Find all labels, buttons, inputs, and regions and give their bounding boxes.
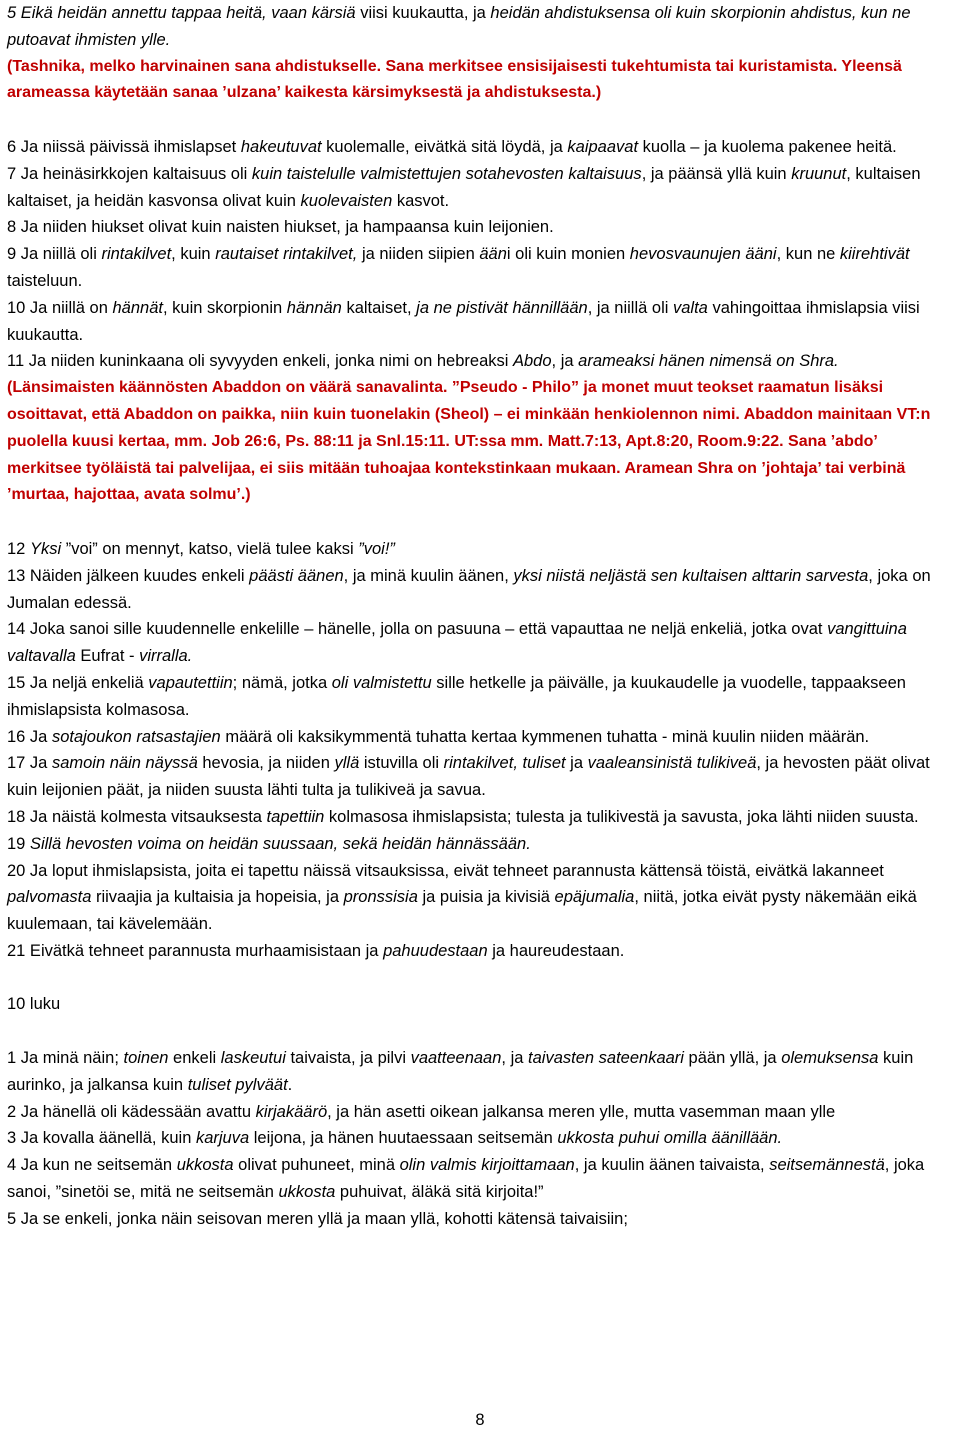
text-segment: 14 Joka sanoi sille kuudennelle enkelille – hänelle, jolla on pasuuna – että vapauttaa ne neljä enkeliä, jotka ovat bbox=[7, 620, 828, 639]
text-segment: 5 Ja se enkeli, jonka näin seisovan meren yllä ja maan yllä, kohotti kätensä taivaisiin; bbox=[7, 1209, 628, 1228]
text-segment: puhuivat, äläkä sitä kirjoita!” bbox=[335, 1183, 544, 1202]
italic-text: Abdo bbox=[513, 352, 552, 371]
text-segment: pään yllä, ja bbox=[683, 1049, 782, 1068]
text-segment: 2 Ja hänellä oli kädessään avattu bbox=[7, 1102, 256, 1121]
italic-text: ukkosta puhui omilla äänillään. bbox=[557, 1129, 783, 1148]
italic-text: vaatteenaan bbox=[410, 1049, 502, 1068]
text-segment: kuin aurinko, ja jalkansa kuin bbox=[7, 1049, 914, 1094]
italic-text: yksi niistä neljästä sen kultaisen alttarin sarvesta bbox=[513, 566, 869, 585]
italic-text: vangittuina valtavalla bbox=[7, 620, 907, 666]
verse-paragraph bbox=[7, 991, 953, 1018]
italic-text: ja ne pistivät hännillään bbox=[416, 298, 588, 317]
verse-paragraph bbox=[7, 134, 953, 161]
italic-text: oli valmistettu bbox=[331, 673, 432, 692]
text-segment: vahingoittaa ihmislapsia viisi kuukautta. bbox=[7, 298, 920, 344]
verse-paragraph bbox=[7, 831, 953, 858]
text-segment: 13 Näiden jälkeen kuudes enkeli bbox=[7, 566, 250, 585]
italic-text: olin valmis kirjoittamaan bbox=[399, 1156, 575, 1175]
italic-text: seitsemännestä bbox=[769, 1156, 885, 1175]
commentary-paragraph bbox=[7, 375, 953, 509]
text-segment: 10 luku bbox=[7, 995, 61, 1014]
text-segment: ; nämä, jotka bbox=[232, 673, 332, 692]
text-segment: 11 Ja niiden kuninkaana oli syvyyden enkeli, jonka nimi on hebreaksi bbox=[7, 352, 513, 371]
italic-text: hännän bbox=[286, 298, 342, 317]
italic-text: kuin taistelulle valmistettujen sotahevosten kaltaisuus bbox=[251, 164, 642, 183]
italic-text: virralla. bbox=[139, 647, 193, 666]
verse-paragraph bbox=[7, 616, 953, 670]
text-segment: leijona, ja hänen huutaessaan seitsemän bbox=[249, 1129, 558, 1148]
italic-text: yllä bbox=[334, 754, 360, 773]
italic-text: tuliset pylväät bbox=[187, 1075, 288, 1094]
text-segment: , kuin bbox=[171, 245, 216, 264]
italic-text: ukkosta bbox=[278, 1183, 336, 1202]
text-segment: , kuin skorpionin bbox=[162, 298, 287, 317]
verse-paragraph bbox=[7, 724, 953, 751]
text-segment: kaltaiset, bbox=[341, 298, 417, 317]
text-segment: 10 Ja niillä on bbox=[7, 298, 113, 317]
italic-text: valta bbox=[673, 298, 708, 317]
text-segment: 3 Ja kovalla äänellä, kuin bbox=[7, 1129, 196, 1148]
italic-text: laskeutui bbox=[220, 1049, 286, 1068]
italic-text: kruunut bbox=[791, 164, 847, 183]
italic-text: hevosvaunujen ääni bbox=[629, 245, 777, 264]
italic-text: Yksi bbox=[29, 539, 62, 558]
paragraph-gap bbox=[7, 1018, 953, 1045]
verse-paragraph bbox=[7, 750, 953, 804]
verse-paragraph bbox=[7, 938, 953, 965]
italic-text: ”voi!” bbox=[358, 539, 395, 558]
paragraph-gap bbox=[7, 965, 953, 992]
text-segment: , joka on Jumalan edessä. bbox=[7, 566, 931, 612]
text-segment: kolmasosa ihmislapsista; tulesta ja tulikivestä ja savusta, joka lähti niiden suusta. bbox=[324, 807, 919, 826]
text-segment: , kultaisen kaltaiset, ja heidän kasvonsa olivat kuin bbox=[7, 164, 921, 210]
text-segment: sille hetkelle ja päivälle, ja kuukaudelle ja vuodelle, tappaakseen ihmislapsista kolmasosa. bbox=[7, 673, 906, 719]
italic-text: olemuksensa bbox=[781, 1049, 879, 1068]
text-segment: taisteluun. bbox=[7, 271, 83, 290]
italic-text: taivasten sateenkaari bbox=[528, 1049, 684, 1068]
text-segment: 18 Ja näistä kolmesta vitsauksesta bbox=[7, 807, 267, 826]
verse-paragraph bbox=[7, 536, 953, 563]
italic-text: tapettiin bbox=[266, 807, 325, 826]
verse-paragraph bbox=[7, 1045, 953, 1099]
verse-paragraph bbox=[7, 858, 953, 938]
text-segment: viisi kuukautta, ja bbox=[355, 4, 491, 22]
italic-text: ään bbox=[479, 245, 507, 264]
text-segment: 21 Eivätkä tehneet parannusta murhaamisistaan ja bbox=[7, 941, 384, 960]
text-segment: , ja kuulin äänen taivaista, bbox=[574, 1156, 770, 1175]
italic-text: kirjakäärö bbox=[255, 1102, 328, 1121]
italic-text: epäjumalia bbox=[554, 888, 635, 907]
italic-text: kiirehtivät bbox=[839, 245, 910, 264]
italic-text: heidän ahdistuksensa oli kuin skorpionin ahdistus, kun ne putoavat ihmisten ylle. bbox=[7, 4, 911, 49]
paragraph-gap bbox=[7, 509, 953, 536]
verse-paragraph bbox=[7, 214, 953, 241]
text-segment: taivaista, ja pilvi bbox=[285, 1049, 411, 1068]
italic-text: sotajoukon ratsastajien bbox=[51, 727, 221, 746]
text-segment: . bbox=[287, 1075, 293, 1094]
verse-paragraph bbox=[7, 1206, 953, 1233]
text-segment: määrä oli kaksikymmentä tuhatta kertaa kymmenen tuhatta - minä kuulin niiden määrän. bbox=[220, 727, 870, 746]
text-segment: ”voi” on mennyt, katso, vielä tulee kaksi bbox=[61, 539, 359, 558]
italic-text: kaipaavat bbox=[567, 137, 639, 156]
italic-text: vaaleansinistä tulikiveä bbox=[587, 754, 757, 773]
verse-paragraph bbox=[7, 563, 953, 617]
italic-text: karjuva bbox=[195, 1129, 250, 1148]
text-segment: Eufrat - bbox=[75, 647, 140, 666]
text-segment: riivaajia ja kultaisia ja hopeisia, ja bbox=[91, 888, 344, 907]
text-segment: , ja niillä oli bbox=[587, 298, 673, 317]
italic-text: samoin näin näyssä bbox=[51, 754, 198, 773]
commentary-paragraph bbox=[7, 54, 953, 108]
text-segment: kuolemalle, eivätkä sitä löydä, ja bbox=[321, 137, 568, 156]
verse-paragraph bbox=[7, 804, 953, 831]
verse-paragraph bbox=[7, 348, 953, 375]
verse-paragraph bbox=[7, 161, 953, 215]
italic-text: hakeutuvat bbox=[240, 137, 322, 156]
text-segment: 12 bbox=[7, 539, 30, 558]
text-segment: 17 Ja bbox=[7, 754, 52, 773]
text-segment: 20 Ja loput ihmislapsista, joita ei tapettu näissä vitsauksissa, eivät tehneet parannusta kättensä töistä, eivätkä lakanneet bbox=[7, 861, 884, 880]
text-segment: kuolla – ja kuolema pakenee heitä. bbox=[638, 137, 897, 156]
text-segment: , niitä, jotka eivät pysty näkemään eikä kuulemaan, tai kävelemään. bbox=[7, 888, 917, 934]
text-segment: (Tashnika, melko harvinainen sana ahdistukselle. Sana merkitsee ensisijaisesti tukehtumista tai kuristamista. Yleensä arameassa käytetään sanaa ’ulzana’ kaikesta kärsimyksestä ja ahdistuksesta.) bbox=[7, 57, 902, 102]
text-segment: , ja hevosten päät olivat kuin leijonien päät, ja niiden suusta lähti tulta ja tulikiveä ja savua. bbox=[7, 754, 930, 800]
page-number: 8 bbox=[475, 1411, 485, 1429]
verse-paragraph bbox=[7, 1099, 953, 1126]
text-segment: kasvot. bbox=[392, 191, 450, 210]
text-segment: (Länsimaisten käännösten Abaddon on väärä sanavalinta. ”Pseudo - Philo” ja monet muut teokset raamatun lisäksi osoittavat, että Abaddon on paikka, niin kuin tuonelakin (Sheol) – ei minkään henkiolennon nimi. Abaddon mainitaan VT:n puolella kuusi kertaa, mm. Job 26:6, Ps. 88:11 ja Snl.15:11. UT:ssa mm. Matt.7:13, Apt.8:20, Room.9:22. Sana ’abdo’ merkitsee työläistä tai palvelijaa, ei siis mitään tuhoajaa kontekstinkaan mukaan. Aramean Shra on ’johtaja’ tai verbinä ’murtaa, hajottaa, avata solmu’.) bbox=[7, 379, 931, 504]
text-segment: 7 Ja heinäsirkkojen kaltaisuus oli bbox=[7, 164, 252, 183]
text-segment: 8 Ja niiden hiukset olivat kuin naisten hiukset, ja hampaansa kuin leijonien. bbox=[7, 218, 554, 237]
verse-paragraph bbox=[7, 1152, 953, 1206]
text-segment: enkeli bbox=[168, 1049, 221, 1068]
italic-text: vapautettiin bbox=[148, 673, 233, 692]
text-segment: 16 Ja bbox=[7, 727, 52, 746]
text-segment: 6 Ja niissä päivissä ihmislapset bbox=[7, 137, 241, 156]
italic-text: Sillä hevosten voima on heidän suussaan, sekä heidän hännässään. bbox=[29, 834, 531, 853]
italic-text: arameaksi hänen nimensä on Shra. bbox=[578, 352, 839, 371]
text-segment: , ja bbox=[551, 352, 579, 371]
text-segment: hevosia, ja niiden bbox=[197, 754, 335, 773]
text-segment: , joka sanoi, ”sinetöi se, mitä ne seitsemän bbox=[7, 1156, 925, 1202]
italic-text: pahuudestaan bbox=[383, 941, 488, 960]
italic-text: 5 Eikä heidän annettu tappaa heitä, bbox=[7, 4, 272, 22]
italic-text: rintakilvet, tuliset bbox=[443, 754, 566, 773]
italic-text: rintakilvet bbox=[101, 245, 172, 264]
italic-text: rautaiset rintakilvet, bbox=[215, 245, 358, 264]
text-segment: , ja päänsä yllä kuin bbox=[641, 164, 792, 183]
text-segment: 9 Ja niillä oli bbox=[7, 245, 102, 264]
italic-text: toinen bbox=[123, 1049, 169, 1068]
text-segment: 15 Ja neljä enkeliä bbox=[7, 673, 149, 692]
text-segment: olivat puhuneet, minä bbox=[233, 1156, 400, 1175]
text-segment: ja haureudestaan. bbox=[487, 941, 625, 960]
verse-paragraph bbox=[7, 670, 953, 724]
text-segment: ja niiden siipien bbox=[357, 245, 480, 264]
italic-text: palvomasta bbox=[7, 888, 92, 907]
text-segment: , kun ne bbox=[776, 245, 840, 264]
text-segment: ja puisia ja kivisiä bbox=[417, 888, 555, 907]
text-segment: , ja hän asetti oikean jalkansa meren ylle, mutta vasemman maan ylle bbox=[327, 1102, 836, 1121]
text-segment: , ja bbox=[501, 1049, 529, 1068]
verse-paragraph bbox=[7, 295, 953, 349]
italic-text: ukkosta bbox=[176, 1156, 234, 1175]
text-segment: istuvilla oli bbox=[359, 754, 444, 773]
italic-text: vaan kärsiä bbox=[271, 4, 356, 22]
text-segment: 1 Ja minä näin; bbox=[7, 1049, 124, 1068]
italic-text: pronssisia bbox=[343, 888, 418, 907]
text-segment: i oli kuin monien bbox=[506, 245, 630, 264]
italic-text: päästi äänen bbox=[249, 566, 344, 585]
italic-text: hännät bbox=[112, 298, 163, 317]
verse-paragraph bbox=[7, 0, 953, 54]
text-segment: 4 Ja kun ne seitsemän bbox=[7, 1156, 177, 1175]
text-segment: , ja minä kuulin äänen, bbox=[343, 566, 514, 585]
italic-text: kuolevaisten bbox=[300, 191, 393, 210]
verse-paragraph bbox=[7, 241, 953, 295]
paragraph-gap bbox=[7, 107, 953, 134]
text-segment: 19 bbox=[7, 834, 30, 853]
text-segment: ja bbox=[565, 754, 588, 773]
verse-paragraph bbox=[7, 1125, 953, 1152]
document-body bbox=[7, 0, 953, 1233]
